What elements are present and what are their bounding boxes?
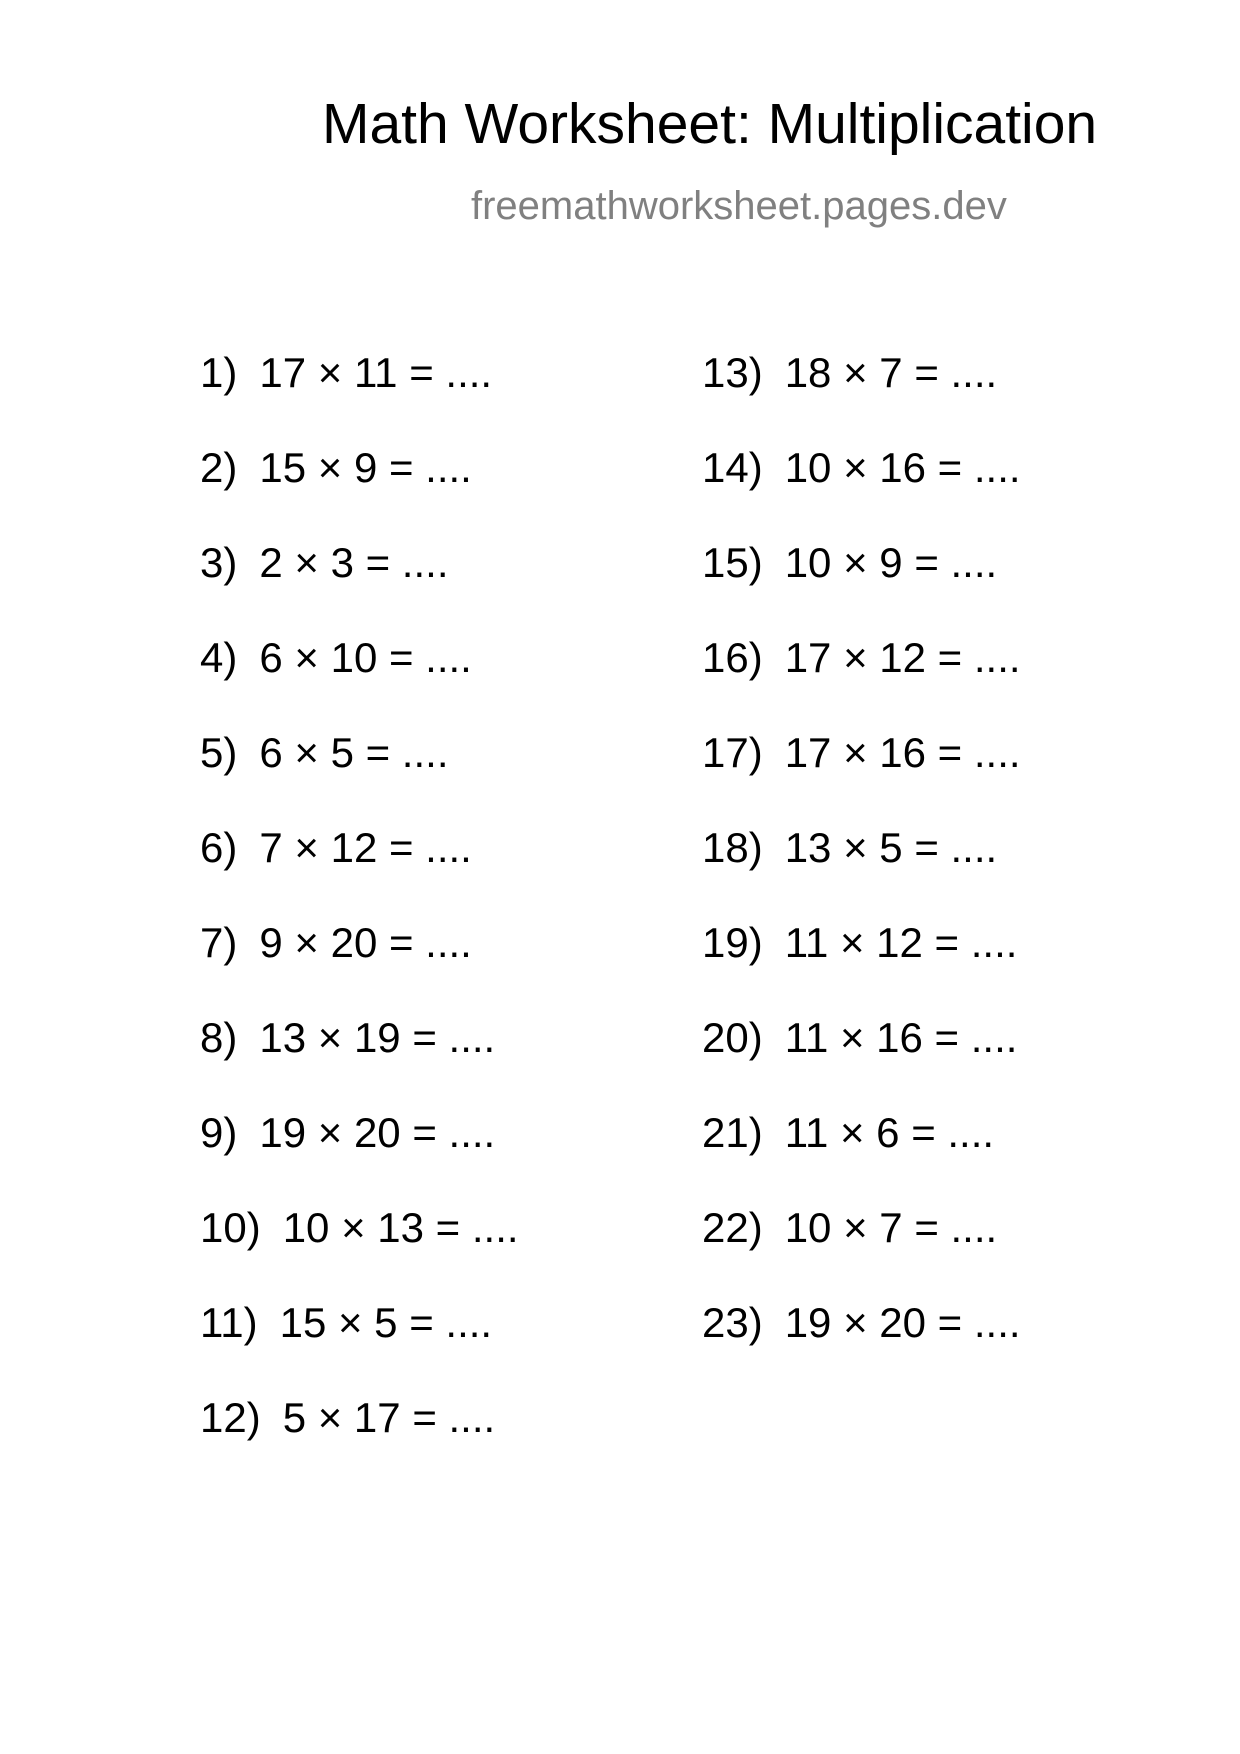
problem-expression: 9 × 20 = .... — [259, 919, 472, 966]
problem-number: 1) — [200, 349, 238, 396]
problem-expression: 18 × 7 = .... — [784, 349, 998, 396]
problem-expression: 15 × 5 = .... — [279, 1299, 493, 1346]
problem-item — [702, 1109, 1021, 1207]
problem-number: 2) — [200, 444, 238, 491]
problem-item — [200, 729, 519, 827]
problem-number: 22) — [702, 1204, 763, 1251]
problem-expression: 6 × 10 = .... — [259, 634, 472, 681]
problem-number: 7) — [200, 919, 238, 966]
problem-item — [200, 824, 519, 922]
problem-number: 20) — [702, 1014, 763, 1061]
problem-expression: 13 × 19 = .... — [259, 1014, 496, 1061]
problem-number: 16) — [702, 634, 763, 681]
problem-column-left — [200, 349, 519, 1492]
problem-number: 4) — [200, 634, 238, 681]
problem-column-right — [702, 349, 1021, 1397]
problem-expression: 15 × 9 = .... — [259, 444, 472, 491]
problem-number: 8) — [200, 1014, 238, 1061]
problem-item — [200, 919, 519, 1017]
problem-number: 10) — [200, 1204, 261, 1251]
problem-number: 6) — [200, 824, 238, 871]
problem-number: 5) — [200, 729, 238, 776]
problem-number: 15) — [702, 539, 763, 586]
problem-number: 18) — [702, 824, 763, 871]
problem-item — [200, 1394, 519, 1492]
problem-number: 11) — [200, 1299, 258, 1346]
problem-expression: 10 × 7 = .... — [784, 1204, 998, 1251]
problem-expression: 19 × 20 = .... — [259, 1109, 496, 1156]
problem-expression: 19 × 20 = .... — [784, 1299, 1021, 1346]
problem-item — [702, 919, 1021, 1017]
problem-number: 21) — [702, 1109, 763, 1156]
problem-number: 19) — [702, 919, 763, 966]
problem-expression: 17 × 11 = .... — [259, 349, 493, 396]
problem-item — [702, 539, 1021, 637]
website-url: freemathworksheet.pages.dev — [471, 184, 1007, 228]
problem-expression: 7 × 12 = .... — [259, 824, 472, 871]
problem-number: 13) — [702, 349, 763, 396]
problem-item — [200, 634, 519, 732]
problem-number: 23) — [702, 1299, 763, 1346]
problem-item — [200, 1299, 519, 1397]
problem-item — [702, 349, 1021, 447]
problem-expression: 5 × 17 = .... — [282, 1394, 496, 1441]
problem-number: 17) — [702, 729, 763, 776]
problem-number: 14) — [702, 444, 763, 491]
problem-expression: 10 × 9 = .... — [784, 539, 998, 586]
problem-expression: 17 × 16 = .... — [784, 729, 1021, 776]
problem-item — [702, 1014, 1021, 1112]
problem-expression: 11 × 16 = .... — [784, 1014, 1018, 1061]
problem-item — [702, 1204, 1021, 1302]
problem-item — [200, 539, 519, 637]
problem-expression: 6 × 5 = .... — [259, 729, 449, 776]
problem-expression: 11 × 12 = .... — [784, 919, 1018, 966]
problem-expression: 17 × 12 = .... — [784, 634, 1021, 681]
problem-item — [200, 1014, 519, 1112]
problem-item — [702, 1299, 1021, 1397]
problem-item — [200, 1109, 519, 1207]
problem-expression: 2 × 3 = .... — [259, 539, 449, 586]
problem-item — [702, 729, 1021, 827]
problem-item — [200, 349, 519, 447]
problem-number: 3) — [200, 539, 238, 586]
problem-expression: 10 × 13 = .... — [282, 1204, 519, 1251]
page-title: Math Worksheet: Multiplication — [322, 92, 1098, 156]
problem-item — [702, 824, 1021, 922]
problem-number: 12) — [200, 1394, 261, 1441]
problem-item — [702, 634, 1021, 732]
problem-expression: 11 × 6 = .... — [784, 1109, 995, 1156]
problem-item — [702, 444, 1021, 542]
problem-expression: 13 × 5 = .... — [784, 824, 998, 871]
problem-number: 9) — [200, 1109, 238, 1156]
problem-item — [200, 444, 519, 542]
problem-item — [200, 1204, 519, 1302]
problem-expression: 10 × 16 = .... — [784, 444, 1021, 491]
